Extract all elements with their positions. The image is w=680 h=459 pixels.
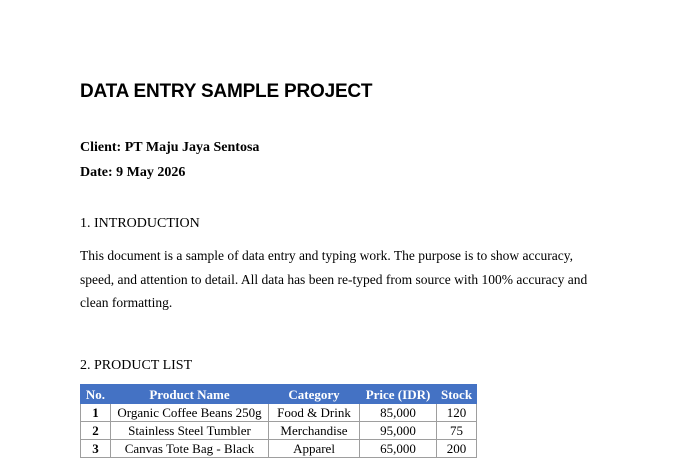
cell-no: 2	[81, 422, 111, 440]
cell-category: Merchandise	[269, 422, 360, 440]
column-header-stock: Stock	[437, 385, 477, 404]
table-header-row	[81, 385, 477, 404]
paragraph-line: clean formatting.	[80, 295, 173, 310]
column-header-price: Price (IDR)	[360, 385, 437, 404]
cell-category: Food & Drink	[269, 404, 360, 422]
client-line: Client: PT Maju Jaya Sentosa	[80, 140, 260, 155]
cell-no: 1	[81, 404, 111, 422]
document-title: DATA ENTRY SAMPLE PROJECT	[80, 81, 373, 102]
cell-stock: 200	[437, 440, 477, 458]
cell-no: 3	[81, 440, 111, 458]
table-row	[81, 404, 477, 422]
column-header-no: No.	[81, 385, 111, 404]
cell-product-name: Organic Coffee Beans 250g	[111, 404, 269, 422]
table-row	[81, 422, 477, 440]
table-row	[81, 440, 477, 458]
cell-price: 65,000	[360, 440, 437, 458]
cell-price: 95,000	[360, 422, 437, 440]
cell-price: 85,000	[360, 404, 437, 422]
paragraph-line: This document is a sample of data entry and typing work. The purpose is to show accuracy,	[80, 248, 574, 263]
introduction-paragraph	[80, 244, 600, 315]
date-line: Date: 9 May 2026	[80, 165, 186, 180]
cell-product-name: Canvas Tote Bag - Black	[111, 440, 269, 458]
paragraph-line: speed, and attention to detail. All data has been re-typed from source with 100% accuracy and	[80, 271, 588, 287]
cell-stock: 120	[437, 404, 477, 422]
introduction-heading: 1. INTRODUCTION	[80, 216, 200, 231]
product-list-heading: 2. PRODUCT LIST	[80, 358, 193, 373]
column-header-product-name: Product Name	[111, 385, 269, 404]
cell-product-name: Stainless Steel Tumbler	[111, 422, 269, 440]
cell-category: Apparel	[269, 440, 360, 458]
product-table	[80, 384, 477, 458]
column-header-category: Category	[269, 385, 360, 404]
cell-stock: 75	[437, 422, 477, 440]
